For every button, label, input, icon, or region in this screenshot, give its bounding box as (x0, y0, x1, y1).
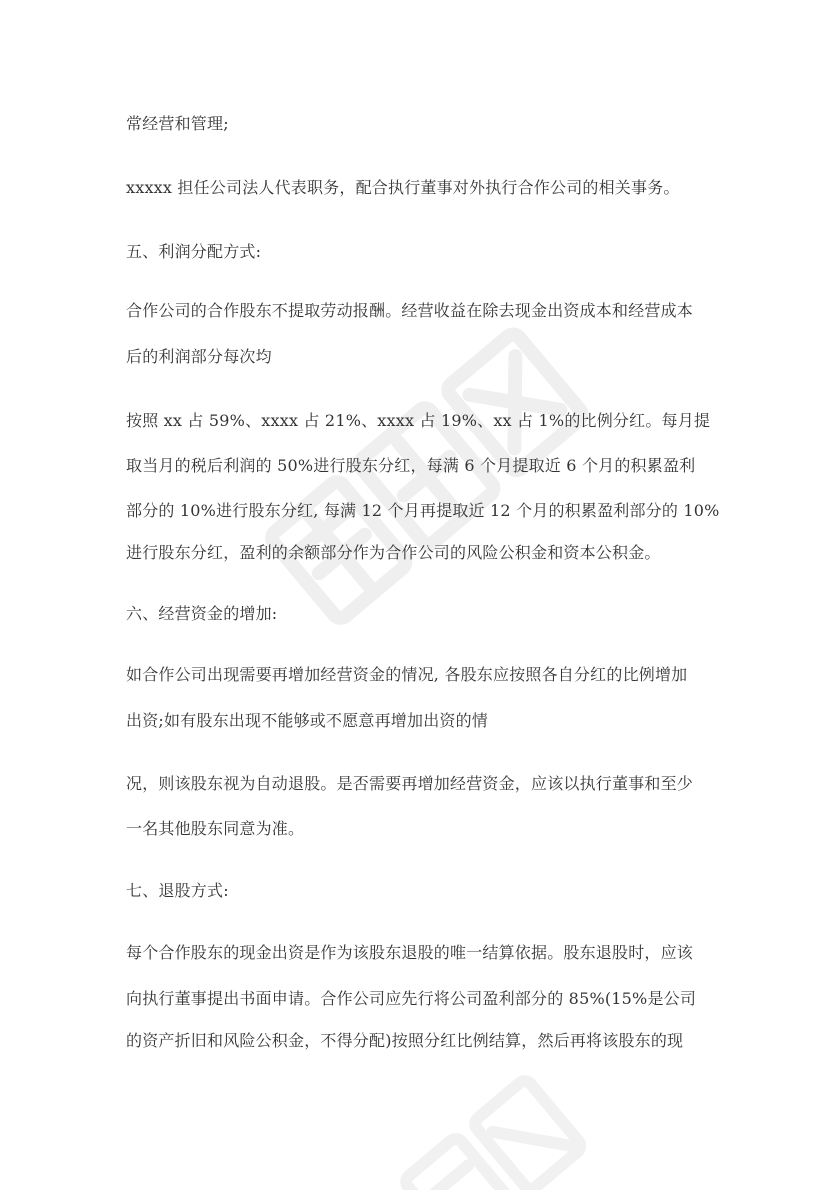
paragraph-line: 出资;如有股东出现不能够或不愿意再增加出资的情 (126, 711, 488, 730)
section-heading: 六、经营资金的增加: (126, 604, 278, 623)
paragraph-line: 进行股东分红，盈利的余额部分作为合作公司的风险公积金和资本公积金。 (126, 543, 661, 562)
paragraph-line: 况，则该股东视为自动退股。是否需要再增加经营资金，应该以执行董事和至少 (126, 774, 694, 793)
paragraph-line: 后的利润部分每次均 (126, 347, 272, 366)
paragraph-line: xxxxx 担任公司法人代表职务，配合执行董事对外执行合作公司的相关事务。 (126, 178, 680, 197)
paragraph-line: 取当月的税后利润的 50%进行股东分红，每满 6 个月提取近 6 个月的积累盈利 (126, 456, 696, 475)
paragraph-line: 的资产折旧和风险公积金，不得分配)按照分红比例结算，然后再将该股东的现 (126, 1031, 684, 1050)
section-heading: 五、利润分配方式: (126, 242, 262, 261)
section-heading: 七、退股方式: (126, 881, 229, 900)
paragraph-line: 合作公司的合作股东不提取劳动报酬。经营收益在除去现金出资成本和经营成本 (126, 301, 694, 320)
paragraph-line: 如合作公司出现需要再增加经营资金的情况, 各股东应按照各自分红的比例增加 (126, 665, 688, 684)
paragraph-line: 部分的 10%进行股东分红, 每满 12 个月再提取近 12 个月的积累盈利部分的 10% (126, 501, 720, 520)
paragraph-line: 向执行董事提出书面申请。合作公司应先行将公司盈利部分的 85%(15%是公司 (126, 989, 697, 1008)
paragraph-line: 每个合作股东的现金出资是作为该股东退股的唯一结算依据。股东退股时，应该 (126, 943, 694, 962)
watermark-logo-partial (390, 1060, 590, 1190)
paragraph-line: 常经营和管理; (126, 114, 229, 133)
paragraph-line: 按照 xx 占 59%、xxxx 占 21%、xxxx 占 19%、xx 占 1%的比例分红。每月提 (126, 411, 711, 430)
paragraph-line: 一名其他股东同意为准。 (126, 819, 305, 838)
